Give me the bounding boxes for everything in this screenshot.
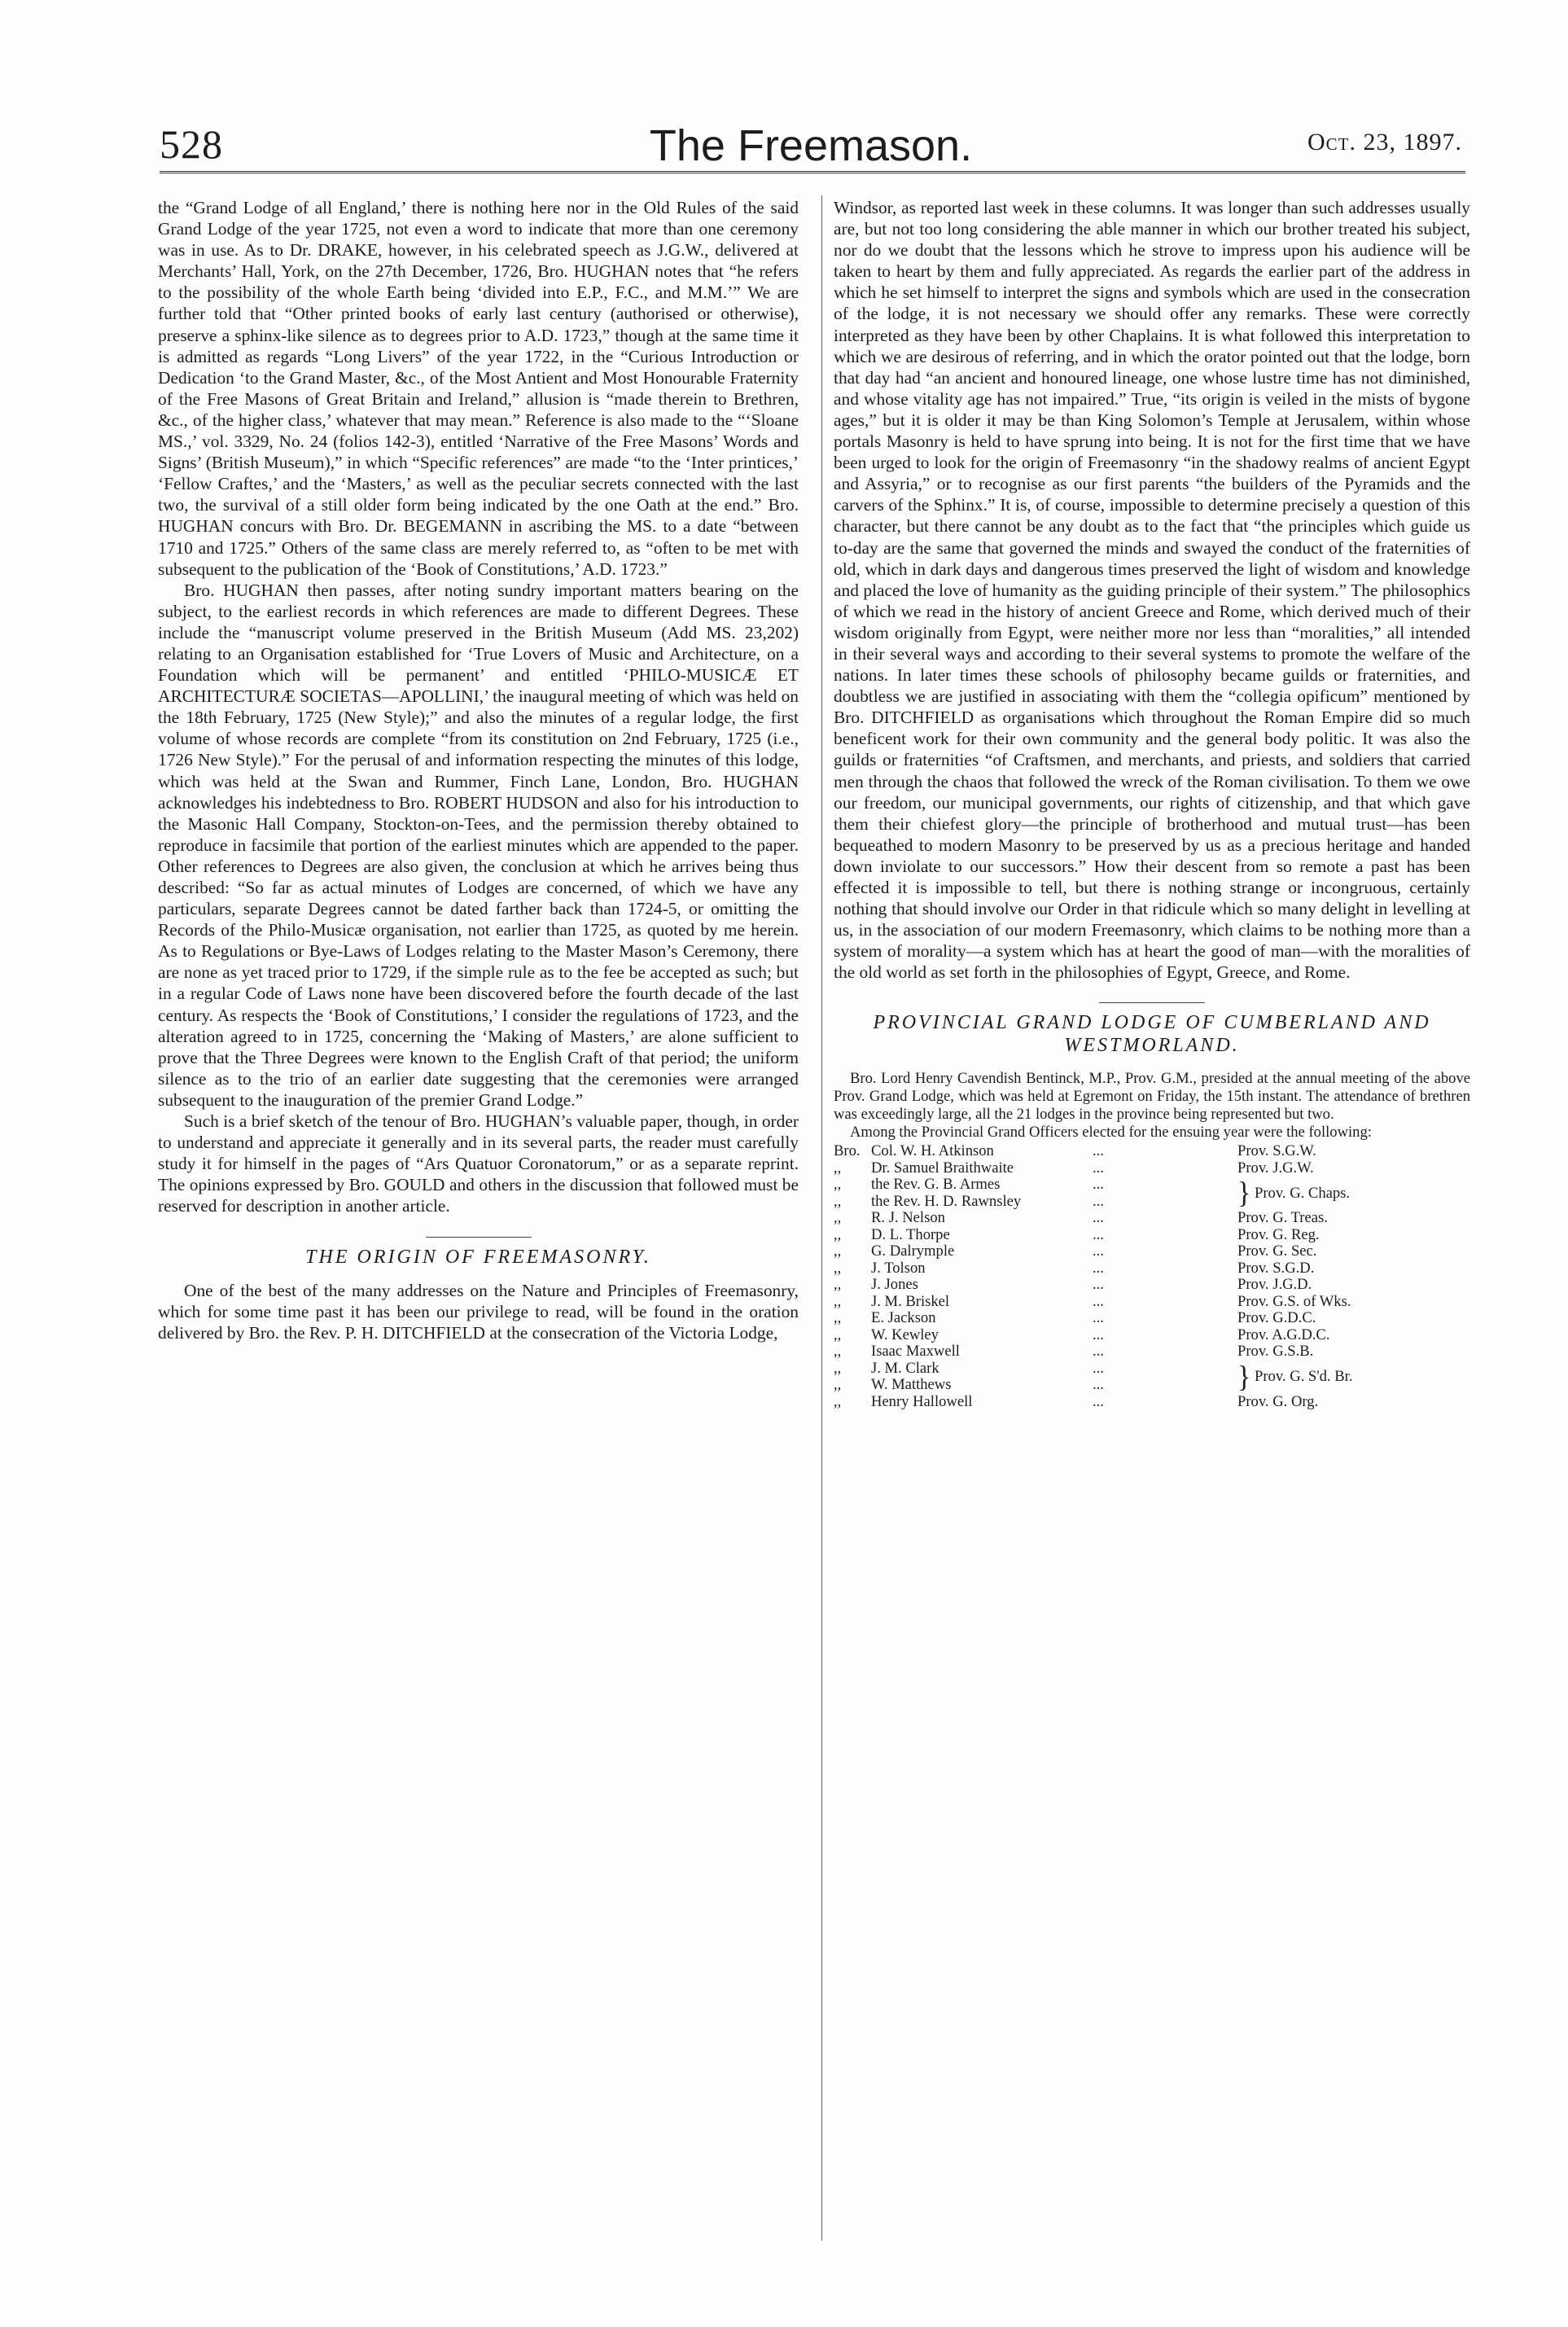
officer-row: [834, 1227, 1470, 1244]
officer-name: J. M. Briskel: [871, 1292, 950, 1310]
officer-prefix: Bro.: [834, 1142, 861, 1160]
report-block: [834, 1070, 1470, 1410]
officer-office: Prov. A.G.D.C.: [1237, 1326, 1330, 1343]
officer-office-label: Prov. G. S'd. Br.: [1254, 1368, 1353, 1386]
officer-row: [834, 1327, 1470, 1344]
officer-row: [834, 1310, 1470, 1327]
officer-row: [834, 1243, 1470, 1260]
officer-prefix: ,,: [834, 1225, 842, 1243]
section-title-origin: THE ORIGIN OF FREEMASONRY.: [305, 1246, 651, 1268]
masthead-rule: [160, 171, 1465, 177]
officer-name: G. Dalrymple: [871, 1242, 955, 1260]
officer-office: Prov. S.G.D.: [1237, 1259, 1315, 1277]
officer-office-label: Prov. G. Chaps.: [1254, 1184, 1351, 1202]
right-column: [834, 197, 1470, 1410]
officer-office: Prov. J.G.W.: [1237, 1159, 1314, 1177]
article-paragraph: Such is a brief sketch of the tenour of Bro. HUGHAN’s valuable paper, though, in order to understand and appreciate it generally and in its several parts, the reader must carefully study it for himself in the pages of “Ars Quatuor Coronatorum,” or as a separate reprint. The opinions expressed by Bro. GOULD and others in the discussion that followed must be reserved for description in another article.: [158, 1111, 799, 1216]
officer-prefix: ,,: [834, 1326, 842, 1343]
officer-name: Dr. Samuel Braithwaite: [871, 1159, 1014, 1177]
article-paragraph: the “Grand Lodge of all England,’ there is nothing here nor in the Old Rules of the said Grand Lodge of the year 1725, not even a word to indicate that more than one ceremony was in use. As to Dr. DRAKE, however, in his celebrated speech as J.G.W., delivered at Merchants’ Hall, York, on the 27th December, 1726, Bro. HUGHAN notes that “he refers to the possibility of the whole Earth being ‘divided into E.P., F.C., and M.M.’” We are further told that “Other printed books of early last century (authorised or otherwise), preserve a sphinx-like silence as to degrees prior to A.D. 1723,” though at the same time it is admitted as regards “Long Livers” of the year 1722, in the “Curious Introduction or Dedication ‘to the Grand Master, &c., of the Most Antient and Most Honourable Fraternity of the Free Masons of Great Britain and Ireland,” allusion is “made therein to Brethren, &c., of the higher class,’ whatever that may mean.” Reference is also made to the “‘Sloane MS.,’ vol. 3329, No. 24 (folios 142-3), entitled ‘Narrative of the Free Masons’ Words and Signs’ (British Museum),” in which “Specific references” are made “to the ‘Inter printices,’ ‘Fellow Craftes,’ and the ‘Masters,’ as well as the peculiar secrets connected with the last two, the survival of a still older form being indicated by the one Oath at the end.” Bro. HUGHAN concurs with Bro. Dr. BEGEMANN in ascribing the MS. to a date “between 1710 and 1725.” Others of the same class are merely referred to, as “often to be met with subsequent to the publication of the ‘Book of Constitutions,’ A.D. 1723.”: [158, 198, 799, 579]
officer-office: Prov. G. Treas.: [1237, 1209, 1328, 1227]
officer-name: W. Matthews: [871, 1376, 952, 1394]
officer-name: J. M. Clark: [871, 1359, 939, 1377]
leader-dots: ...: [1093, 1159, 1104, 1177]
column-divider: [821, 195, 822, 2241]
officer-name: J. Tolson: [871, 1259, 926, 1277]
issue-date: Oct. 23, 1897.: [1307, 129, 1462, 156]
officer-office: Prov. G.D.C.: [1237, 1309, 1316, 1327]
leader-dots: ...: [1093, 1292, 1104, 1310]
report-paragraph: Bro. Lord Henry Cavendish Bentinck, M.P., Prov. G.M., presided at the annual meeting of the above Prov. Grand Lodge, which was held at Egremont on Friday, the 15th instant. The attendance of brethren was exceedingly large, all the 21 lodges in the province being represented but two.: [834, 1070, 1470, 1124]
officer-prefix: ,,: [834, 1242, 842, 1260]
officer-prefix: ,,: [834, 1359, 842, 1377]
officer-row: [834, 1177, 1470, 1194]
leader-dots: ...: [1093, 1376, 1104, 1394]
brace-glyph: }: [1237, 1177, 1251, 1211]
officer-prefix: ,,: [834, 1292, 842, 1310]
officer-prefix: ,,: [834, 1276, 842, 1294]
officer-prefix: ,,: [834, 1343, 842, 1361]
officer-office: Prov. G. Org.: [1237, 1392, 1319, 1410]
officer-row: [834, 1343, 1470, 1361]
officer-prefix: ,,: [834, 1259, 842, 1277]
officer-name: R. J. Nelson: [871, 1209, 945, 1227]
officer-prefix: ,,: [834, 1309, 842, 1327]
officer-name: E. Jackson: [871, 1309, 936, 1327]
officer-row: [834, 1260, 1470, 1277]
left-column: [158, 197, 799, 1343]
officer-prefix: ,,: [834, 1209, 842, 1227]
officer-row: [834, 1394, 1470, 1411]
officer-office: Prov. G. Sec.: [1237, 1242, 1317, 1260]
officer-office: Prov. J.G.D.: [1237, 1276, 1312, 1294]
leader-dots: ...: [1093, 1142, 1104, 1160]
officer-office: [1237, 1361, 1470, 1394]
page-number: 528: [160, 121, 223, 167]
officer-row: [834, 1143, 1470, 1160]
leader-dots: ...: [1093, 1392, 1104, 1410]
officer-prefix: ,,: [834, 1159, 842, 1177]
officer-row: [834, 1160, 1470, 1177]
officer-row: [834, 1361, 1470, 1378]
section-divider: [426, 1237, 532, 1238]
article-paragraph: One of the best of the many addresses on the Nature and Principles of Freemasonry, which for some time past it has been our privilege to read, will be found in the oration delivered by Bro. the Rev. P. H. DITCHFIELD at the consecration of the Victoria Lodge,: [158, 1280, 799, 1343]
officer-name: W. Kewley: [871, 1326, 939, 1343]
officer-name: Col. W. H. Atkinson: [871, 1142, 994, 1160]
officer-name: Isaac Maxwell: [871, 1343, 960, 1361]
officer-name: D. L. Thorpe: [871, 1225, 950, 1243]
leader-dots: ...: [1093, 1176, 1104, 1194]
masthead: [160, 121, 1462, 173]
leader-dots: ...: [1093, 1259, 1104, 1277]
officer-row: [834, 1210, 1470, 1227]
article-paragraph: Windsor, as reported last week in these columns. It was longer than such addresses usually are, but not too long considering the able manner in which our brother treated his subject, nor do we doubt that the lessons which he strove to impress upon his audience will be taken to heart by them and fully appreciated. As regards the earlier part of the address in which he set himself to interpret the signs and symbols which are used in the consecration of the lodge, it is not necessary we should offer any remarks. These were correctly interpreted as they have been by other Chaplains. It is what followed this interpretation to which we are desirous of referring, and in which the orator pointed out that the lodge, born that day had “an ancient and honoured lineage, one whose lustre time has not diminished, and whose vitality age has not impaired.” True, “its origin is veiled in the mists of bygone ages,” but it is older it may be than King Solomon’s Temple at Jerusalem, within whose portals Masonry is held to have sprung into being. It is not for the first time that we have been urged to look for the origin of Freemasonry “in the shadowy realms of ancient Egypt and Assyria,” or to recognise as our first parents “the builders of the Pyramids and the carvers of the Sphinx.” It is, of course, impossible to determine precisely a question of this character, but there cannot be any doubt as to the fact that “the principles which guide us to-day are the same that governed the minds and swayed the conduct of the fraternities of old, which in dark days and dangerous times preserved the light of wisdom and knowledge and placed the love of humanity as the guiding principle of their system.” The philosophics of which we read in the history of ancient Greece and Rome, which derived much of their wisdom originally from Egypt, were neither more nor less than “moralities,” all intended in their several ways and according to their several systems to promote the welfare of the nations. In later times these schools of philosophy became guilds or fraternities, and doubtless we are justified in associating with them the “collegia opificum” mentioned by Bro. DITCHFIELD as organisations which throughout the Roman Empire did so much beneficent work for their own community and the general body politic. It was also the guilds or fraternities “of Craftsmen, and merchants, and priests, and soldiers that carried men through the chaos that followed the wreck of the Roman civilisation. To them we owe our freedom, our municipal governments, our rights of citizenship, and that which gave them their chiefest glory—the principle of brotherhood and mutual trust—has been bequeathed to modern Masonry to be preserved by us as a precious heritage and handed down inviolate to our successors.” How their descent from so remote a past has been effected it is impossible to tell, but there is nothing strange or incongruous, certainly nothing that should involve our Order in that ridicule which so many delight in levelling at us, in the association of our modern Freemasonry, which claims to be nothing more than a system of morality—a system which has at heart the good of man—with the moralities of the old world as set forth in the philosophies of Egypt, Greece, and Rome.: [834, 198, 1470, 983]
leader-dots: ...: [1093, 1309, 1104, 1327]
leader-dots: ...: [1093, 1192, 1104, 1210]
officers-intro: Among the Provincial Grand Officers elected for the ensuing year were the following:: [850, 1124, 1372, 1142]
officer-prefix: ,,: [834, 1176, 842, 1194]
section-title-provincial: PROVINCIAL GRAND LODGE OF CUMBERLAND AND WESTMORLAND.: [873, 1012, 1431, 1057]
leader-dots: ...: [1093, 1276, 1104, 1294]
officer-office: Prov. S.G.W.: [1237, 1142, 1316, 1160]
officer-name: Henry Hallowell: [871, 1392, 973, 1410]
leader-dots: ...: [1093, 1242, 1104, 1260]
leader-dots: ...: [1093, 1343, 1104, 1361]
officer-prefix: ,,: [834, 1192, 842, 1210]
officer-office: [1237, 1177, 1470, 1210]
officer-name: the Rev. G. B. Armes: [871, 1176, 1001, 1194]
brace-glyph: }: [1237, 1360, 1251, 1394]
officer-prefix: ,,: [834, 1376, 842, 1394]
officer-office: Prov. G.S.B.: [1237, 1343, 1314, 1361]
officer-name: J. Jones: [871, 1276, 918, 1294]
leader-dots: ...: [1093, 1326, 1104, 1343]
officer-prefix: ,,: [834, 1392, 842, 1410]
newspaper-title: The Freemason.: [649, 121, 973, 170]
leader-dots: ...: [1093, 1225, 1104, 1243]
officer-row: [834, 1294, 1470, 1311]
officer-row: [834, 1277, 1470, 1294]
leader-dots: ...: [1093, 1209, 1104, 1227]
officer-office: Prov. G.S. of Wks.: [1237, 1292, 1351, 1310]
section-divider: [1099, 1002, 1205, 1003]
article-paragraph: Bro. HUGHAN then passes, after noting sundry important matters bearing on the subject, to the earliest records in which references are made to different Degrees. These include the “manuscript volume preserved in the British Museum (Add MS. 23,202) relating to an Organisation established for ‘True Lovers of Music and Architecture, on a Foundation which will be permanent’ and entitled ‘PHILO-MUSICÆ ET ARCHITECTURÆ SOCIETAS—APOLLINI,’ the inaugural meeting of which was held on the 18th February, 1725 (New Style);” and also the minutes of a regular lodge, the first volume of whose records are complete “from its constitution on 2nd February, 1725 (i.e., 1726 New Style).” For the perusal of and information respecting the minutes of this lodge, which was held at the Swan and Rummer, Finch Lane, London, Bro. HUGHAN acknowledges his indebtedness to Bro. ROBERT HUDSON and also for his introduction to the Masonic Hall Company, Stockton-on-Tees, and the permission thereby obtained to reproduce in facsimile that portion of the earliest minutes which are appended to the paper. Other references to Degrees are also given, the conclusion at which he arrives being thus described: “So far as actual minutes of Lodges are concerned, of which we have any particulars, separate Degrees cannot be dated farther back than 1724-5, or omitting the Records of the Philo-Musicæ organisation, not earlier than 1725, as quoted by me herein. As to Regulations or Bye-Laws of Lodges relating to the Master Mason’s Ceremony, there are none as yet traced prior to 1729, if the simple rule as to the fee be accepted as such; but in a regular Code of Laws none have been discovered before the fourth decade of the last century. As respects the ‘Book of Constitutions,’ I consider the regulations of 1723, and the alteration agreed to in 1725, concerning the ‘Making of Masters,’ are alone sufficient to prove that the Three Degrees were known to the English Craft of that period; the uniform silence as to the trio of an earlier date suggesting that the ceremonies were arranged subsequent to the inauguration of the premier Grand Lodge.”: [158, 580, 799, 1110]
officer-office: Prov. G. Reg.: [1237, 1225, 1320, 1243]
officer-name: the Rev. H. D. Rawnsley: [871, 1192, 1022, 1210]
officers-table: [834, 1143, 1470, 1410]
leader-dots: ...: [1093, 1359, 1104, 1377]
